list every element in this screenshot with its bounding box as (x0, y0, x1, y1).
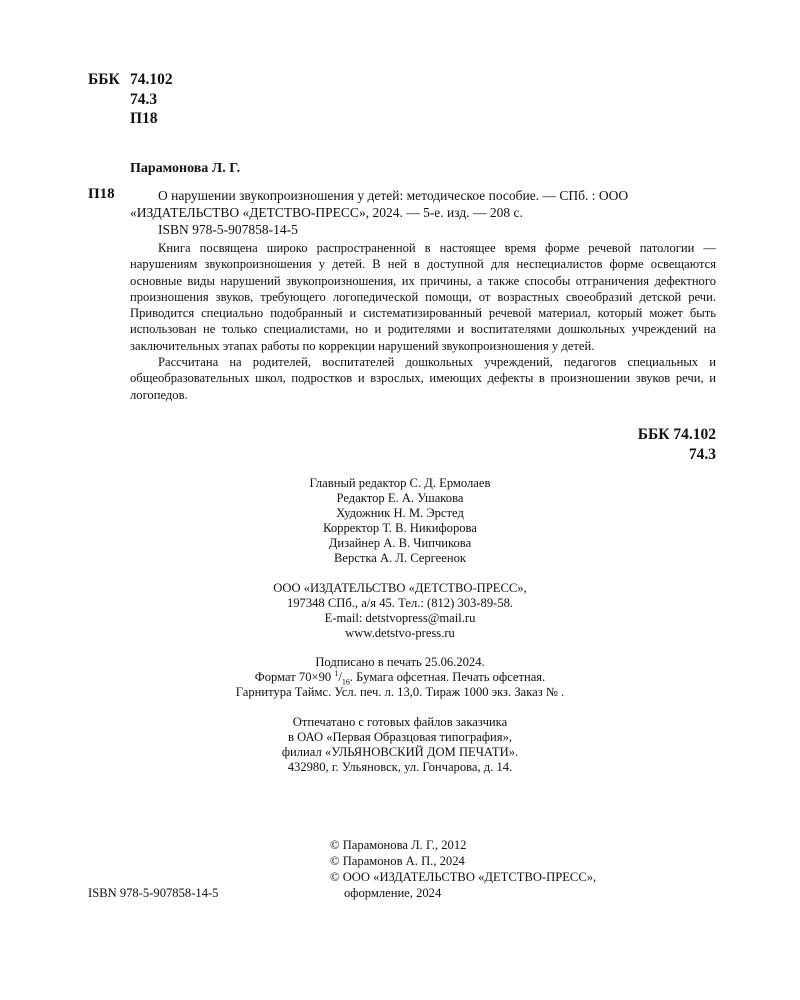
copyright-line: оформление, 2024 (344, 886, 442, 900)
staff-line: Художник Н. М. Эрстед (336, 506, 464, 520)
bbk-code-secondary: 74.3 (130, 90, 158, 108)
staff-credits (0, 476, 800, 566)
print-info (0, 655, 800, 700)
author-mark: П18 (130, 110, 158, 127)
isbn-line: ISBN 978-5-907858-14-5 (158, 222, 298, 237)
copyright-line: © Парамонов А. П., 2024 (330, 854, 465, 868)
bbk-code: 74.102 (130, 71, 173, 88)
printer-line: 432980, г. Ульяновск, ул. Гончарова, д. 14. (287, 760, 513, 774)
publisher-website: www.detstvo-press.ru (345, 626, 455, 640)
publisher-line: ООО «ИЗДАТЕЛЬСТВО «ДЕТСТВО-ПРЕСС», (273, 581, 527, 595)
staff-line: Главный редактор С. Д. Ермолаев (309, 476, 491, 490)
staff-line: Верстка А. Л. Сергеенок (333, 551, 467, 565)
printer-line: Отпечатано с готовых файлов заказчика (292, 715, 508, 729)
staff-line: Дизайнер А. В. Чипчикова (328, 536, 472, 550)
annotation-paragraph-2: Рассчитана на родителей, воспитателей дошкольных учреждений, педагогов специальных и общеобразовательных школ, подростков и взрослых, имеющих дефекты в произношении звуков речи, и логопедов. (130, 355, 716, 402)
author-name: Парамонова Л. Г. (130, 161, 241, 176)
bbk-bottom (638, 425, 716, 465)
printer-line: в ОАО «Первая Образцовая типография», (287, 730, 513, 744)
isbn-bottom: ISBN 978-5-907858-14-5 (88, 886, 219, 900)
copyright-line: © Парамонова Л. Г., 2012 (330, 838, 467, 852)
print-format: Формат 70×90 $^1/_{16}$. Бумага офсетная. Печать офсетная. (254, 668, 546, 687)
publisher-line: 197348 СПб., а/я 45. Тел.: (812) 303-89-58. (286, 596, 514, 610)
print-signed: Подписано в печать 25.06.2024. (315, 655, 485, 669)
publisher-info (0, 581, 800, 641)
bbk-label: ББК (88, 71, 120, 88)
bbk-classification (88, 70, 173, 129)
staff-line: Корректор Т. В. Никифорова (323, 521, 477, 535)
annotation-paragraph-1: Книга посвящена широко распространенной в настоящее время форме речевой патологии — нарушениям звукопроизношения у детей. В ней в доступной для неспециалистов форме освещаются основные виды нарушений звукопроизношения, их причины, а также способы отграничения дефектного произношения звуков, требующего логопедической помощи, от возрастных своеобразий детской речи. Приводится специально подобранный и систематизированный речевой материал, который может быть использован не только специалистами, но и родителями и воспитателями дошкольных учреждений на заключительных этапах работы по коррекции нарушений звукопроизношения у детей. (130, 241, 716, 353)
title-line-1: О нарушении звукопроизношения у детей: методическое пособие. — СПб. : ООО (158, 188, 629, 203)
print-typeface: Гарнитура Таймс. Усл. печ. л. 13,0. Тираж 1000 экз. Заказ № . (235, 685, 565, 699)
copyright-line: © ООО «ИЗДАТЕЛЬСТВО «ДЕТСТВО-ПРЕСС», (330, 870, 597, 884)
title-line-2: «ИЗДАТЕЛЬСТВО «ДЕТСТВО-ПРЕСС», 2024. — 5-е. изд. — 208 с. (130, 205, 523, 220)
printer-line: филиал «УЛЬЯНОВСКИЙ ДОМ ПЕЧАТИ». (281, 745, 519, 759)
publisher-email: E-mail: detstvopress@mail.ru (324, 611, 476, 625)
staff-line: Редактор Е. А. Ушакова (336, 491, 464, 505)
printer-info (0, 715, 800, 775)
bibliographic-description (130, 187, 716, 238)
copyright-block (330, 837, 596, 901)
author-mark-margin: П18 (88, 186, 115, 202)
annotation (130, 240, 716, 403)
bbk-bottom-line-1: ББК 74.102 (637, 426, 716, 443)
bbk-bottom-line-2: 74.3 (688, 446, 716, 463)
